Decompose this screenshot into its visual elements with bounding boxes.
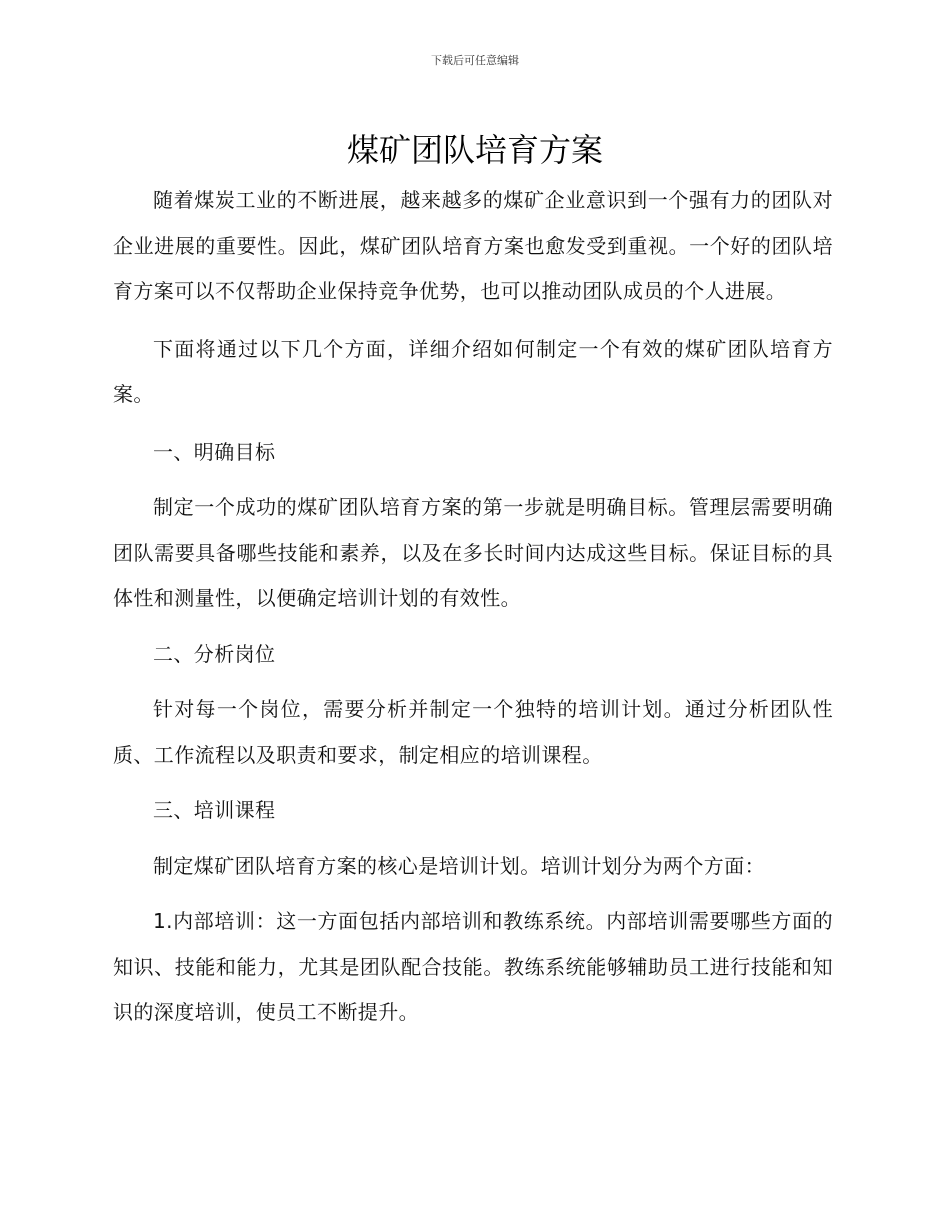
section-heading-goals: 一、明确目标 [153, 439, 276, 464]
document-title: 煤矿团队培育方案 [346, 131, 603, 169]
intro-paragraph: 随着煤炭工业的不断进展，越来越多的煤矿企业意识到一个强有力的团队对企业进展的重要性。因此，煤矿团队培育方案也愈发受到重视。一个好的团队培育方案可以不仅帮助企业保持竞争优势，也可以推动团队成员的个人进展。 [113, 188, 833, 303]
goals-paragraph: 制定一个成功的煤矿团队培育方案的第一步就是明确目标。管理层需要明确团队需要具备哪些技能和素养，以及在多长时间内达成这些目标。保证目标的具体性和测量性，以便确定培训计划的有效性。 [113, 495, 833, 610]
internal-training-paragraph: 1.内部培训：这一方面包括内部培训和教练系统。内部培训需要哪些方面的知识、技能和能力，尤其是团队配合技能。教练系统能够辅助员工进行技能和知识的深度培训，使员工不断提升。 [113, 909, 833, 1024]
section-heading-courses: 三、培训课程 [153, 798, 276, 822]
overview-paragraph: 下面将通过以下几个方面，详细介绍如何制定一个有效的煤矿团队培育方案。 [113, 336, 833, 406]
document-body [113, 178, 833, 1036]
page-header-note: 下载后可任意编辑 [431, 54, 519, 67]
courses-paragraph: 制定煤矿团队培育方案的核心是培训计划。培训计划分为两个方面： [153, 853, 765, 878]
positions-paragraph: 针对每一个岗位，需要分析并制定一个独特的培训计划。通过分析团队性质、工作流程以及职责和要求，制定相应的培训课程。 [113, 697, 833, 767]
section-heading-positions: 二、分析岗位 [153, 641, 276, 666]
